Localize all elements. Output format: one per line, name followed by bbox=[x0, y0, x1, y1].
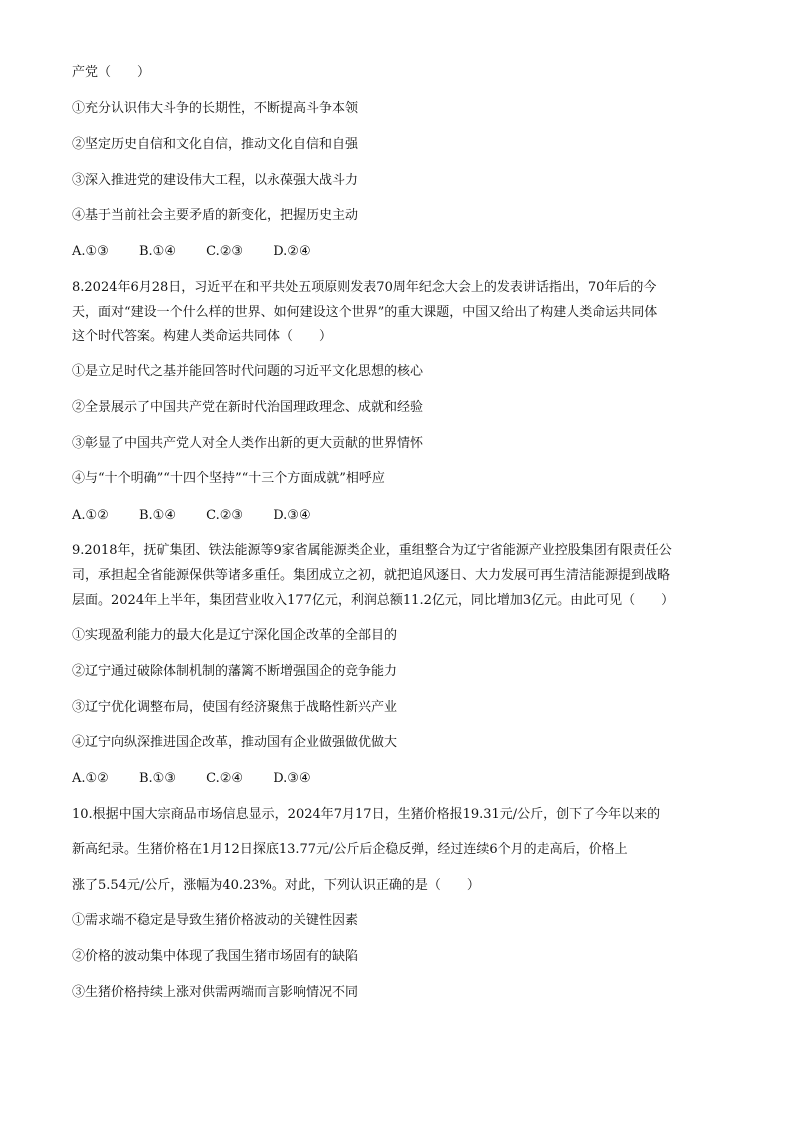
q7-choice-d: D.②④ bbox=[273, 244, 311, 259]
q9-stem-line-2: 司，承担起全省能源保供等诸多重任。集团成立之初，就把追风逐日、大力发展可再生清洁能源提到战略 bbox=[72, 568, 671, 583]
q10-stem-line-2: 新高纪录。生猪价格在1月12日探底13.77元/公斤后企稳反弹，经过连续6个月的走高后，价格上 bbox=[72, 842, 628, 857]
q8-choice-b: B.①④ bbox=[138, 508, 176, 523]
q9-answer-choices bbox=[72, 770, 337, 788]
q7-choice-b: B.①④ bbox=[138, 244, 176, 259]
q7-option-3: ③深入推进党的建设伟大工程，以永葆强大战斗力 bbox=[72, 173, 359, 188]
q8-choice-c: C.②③ bbox=[206, 508, 244, 523]
q10-stem-line-1: 10.根据中国大宗商品市场信息显示，2024年7月17日，生猪价格报19.31元/公斤，创下了今年以来的 bbox=[72, 807, 661, 822]
q9-choice-c: C.②④ bbox=[206, 771, 244, 786]
q7-answer-choices bbox=[72, 243, 337, 261]
q10-option-3: ③生猪价格持续上涨对供需两端而言影响情况不同 bbox=[72, 985, 359, 1000]
q9-option-2: ②辽宁通过破除体制机制的藩篱不断增强国企的竞争能力 bbox=[72, 664, 398, 679]
q7-option-2: ②坚定历史自信和文化自信，推动文化自信和自强 bbox=[72, 137, 359, 152]
q10-option-2: ②价格的波动集中体现了我国生猪市场固有的缺陷 bbox=[72, 949, 359, 964]
q7-stem-tail: 产党（ ） bbox=[72, 65, 151, 80]
q7-option-1: ①充分认识伟大斗争的长期性，不断提高斗争本领 bbox=[72, 101, 359, 116]
q8-stem-line-2: 天，面对“建设一个什么样的世界、如何建设这个世界”的重大课题，中国又给出了构建人类命运共同体 bbox=[72, 305, 658, 320]
q8-answer-choices bbox=[72, 507, 337, 525]
q7-choice-c: C.②③ bbox=[206, 244, 244, 259]
q7-choice-a: A.①③ bbox=[72, 244, 109, 259]
q9-choice-b: B.①③ bbox=[138, 771, 176, 786]
q9-choice-a: A.①② bbox=[72, 771, 109, 786]
q8-stem-line-3: 这个时代答案。构建人类命运共同体（ ） bbox=[72, 329, 333, 344]
q8-option-3: ③彰显了中国共产党人对全人类作出新的更大贡献的世界情怀 bbox=[72, 436, 424, 451]
q9-option-1: ①实现盈利能力的最大化是辽宁深化国企改革的全部目的 bbox=[72, 628, 398, 643]
q10-stem-line-3: 涨了5.54元/公斤，涨幅为40.23%。对此，下列认识正确的是（ ） bbox=[72, 878, 480, 893]
q8-choice-a: A.①② bbox=[72, 508, 109, 523]
q8-option-4: ④与“十个明确”“十四个坚持”“十三个方面成就”相呼应 bbox=[72, 471, 385, 486]
q8-choice-d: D.③④ bbox=[273, 508, 311, 523]
q9-option-3: ③辽宁优化调整布局，使国有经济聚焦于战略性新兴产业 bbox=[72, 700, 398, 715]
q9-stem-line-1: 9.2018年，抚矿集团、铁法能源等9家省属能源类企业，重组整合为辽宁省能源产业控股集团有限责任公 bbox=[72, 543, 672, 558]
q9-choice-d: D.③④ bbox=[273, 771, 311, 786]
q10-option-1: ①需求端不稳定是导致生猪价格波动的关键性因素 bbox=[72, 913, 359, 928]
q8-stem-line-1: 8.2024年6月28日，习近平在和平共处五项原则发表70周年纪念大会上的发表讲话指出，70年后的今 bbox=[72, 280, 657, 295]
q7-option-4: ④基于当前社会主要矛盾的新变化，把握历史主动 bbox=[72, 208, 359, 223]
q8-option-1: ①是立足时代之基并能回答时代问题的习近平文化思想的核心 bbox=[72, 364, 424, 379]
q9-option-4: ④辽宁向纵深推进国企改革，推动国有企业做强做优做大 bbox=[72, 735, 398, 750]
q9-stem-line-3: 层面。2024年上半年，集团营业收入177亿元，利润总额11.2亿元，同比增加3亿元。由此可见（ ） bbox=[72, 593, 675, 608]
q8-option-2: ②全景展示了中国共产党在新时代治国理政理念、成就和经验 bbox=[72, 400, 424, 415]
